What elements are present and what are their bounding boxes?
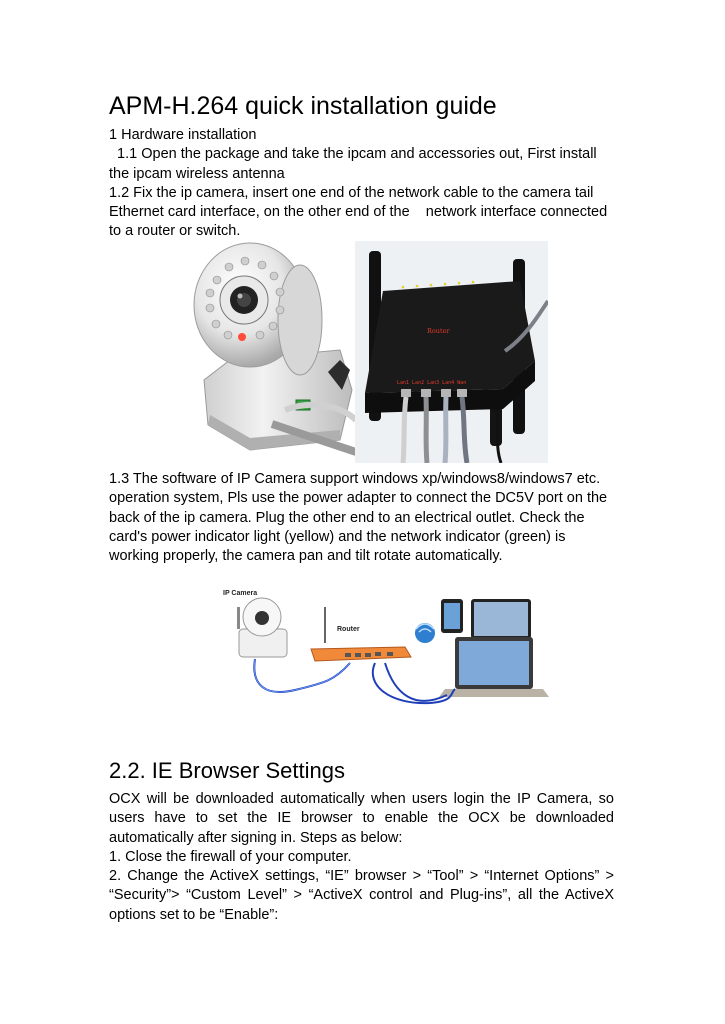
diagram-camera	[237, 598, 287, 657]
wifi-icon	[415, 623, 435, 643]
step-1-1-line-1: 1.1 Open the package and take the ipcam and accessories out, First install	[109, 146, 597, 163]
ie-intro-line-1: OCX will be downloaded automatically when users login the IP Camera, so	[109, 791, 614, 807]
ie-intro-line-3: automatically after signing in. Steps as below:	[109, 829, 403, 846]
step-1-3-line-1: 1.3 The software of IP Camera support windows xp/windows8/windows7 etc.	[109, 471, 601, 487]
ie-step-1: 1. Close the firewall of your computer.	[109, 848, 352, 865]
step-1-2-line-1: 1.2 Fix the ip camera, insert one end of the network cable to the camera tail	[109, 184, 594, 201]
ie-heading: 2.2. IE Browser Settings	[109, 758, 345, 783]
step-1-3-line-2: operation system, Pls use the power adapter to connect the DC5V port on the	[109, 490, 608, 507]
step-1-2-line-3: to a router or switch.	[109, 223, 241, 240]
diagram-camera-label: IP Camera	[223, 590, 258, 597]
connection-diagram	[215, 585, 550, 720]
hardware-section	[109, 126, 614, 242]
ie-section	[109, 790, 614, 925]
step-1-1-line-2: the ipcam wireless antenna	[109, 165, 285, 182]
router-photo-label: Router	[427, 327, 450, 335]
ie-intro-line-2: users have to set the IE browser to enable the OCX be downloaded	[109, 810, 614, 827]
diagram-router	[311, 647, 411, 661]
ie-step-2-line-3: options set to be “Enable”:	[109, 906, 279, 923]
diagram-tablet	[441, 599, 531, 639]
ie-step-2-line-1: 2. Change the ActiveX settings, “IE” browser > “Tool” > “Internet Options” >	[109, 868, 614, 885]
page-title: APM-H.264 quick installation guide	[109, 92, 497, 120]
diagram-router-label: Router	[337, 626, 360, 633]
ip-camera-photo	[190, 240, 358, 462]
diagram-laptop	[439, 637, 549, 697]
router-photo	[355, 241, 548, 463]
step-1-3-line-4: card's power indicator light (yellow) and the network indicator (green) is	[109, 528, 566, 545]
step-1-2-line-2: Ethernet card interface, on the other end of the network interface connected	[109, 204, 608, 221]
ie-step-2-line-2: “Security”> “Custom Level” > “ActiveX control and Plug-ins”, all the ActiveX	[109, 887, 614, 904]
step-1-3-line-5: working properly, the camera pan and tilt rotate automatically.	[109, 548, 503, 565]
router-photo-ports: Lan1 Lan2 Lan3 Lan4 Wan	[397, 380, 467, 386]
step-1-3-line-3: back of the ip camera. Plug the other end to an electrical outlet. Check the	[109, 509, 585, 526]
hardware-heading: 1 Hardware installation	[109, 127, 257, 143]
step-1-3	[109, 470, 614, 566]
